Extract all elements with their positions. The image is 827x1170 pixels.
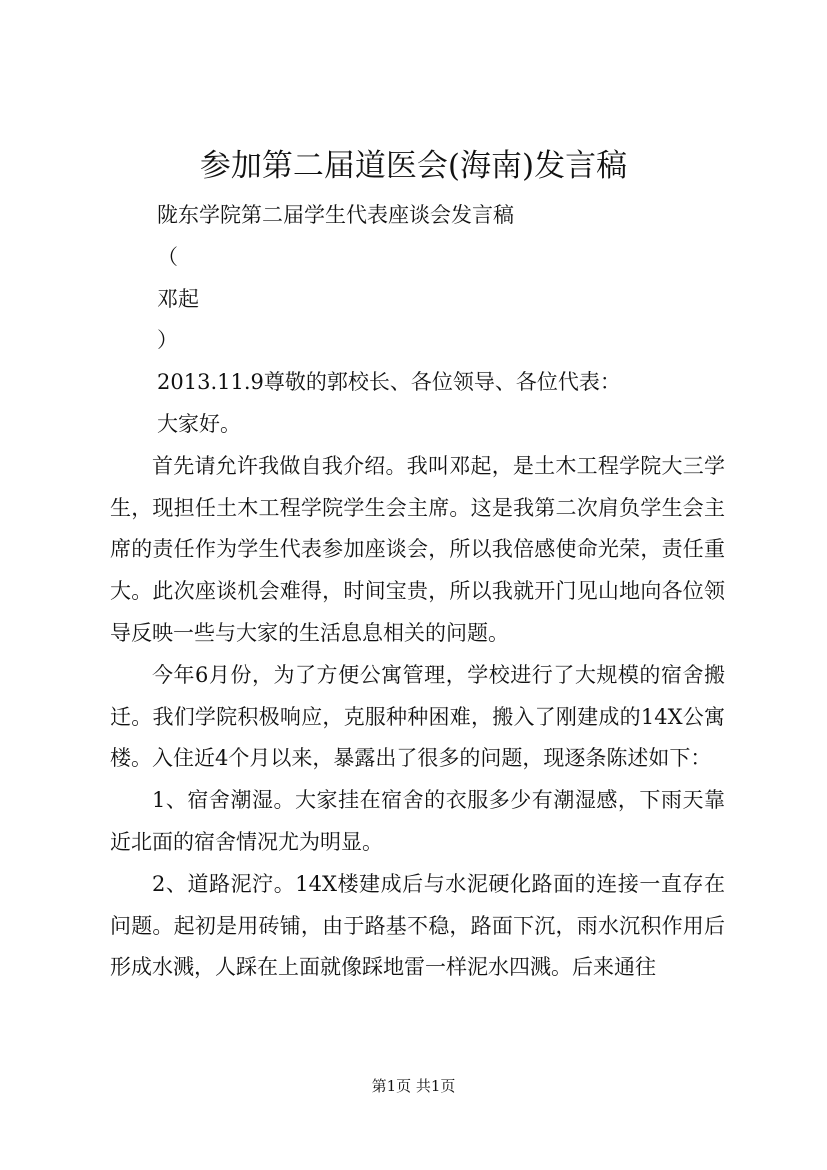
author-name: 邓起 (157, 286, 199, 311)
paren-open-line: （ (157, 244, 178, 269)
greeting-line: 大家好。 (157, 411, 241, 436)
paren-close-line: ） (157, 328, 178, 353)
document-title: 参加第二届道医会(海南)发言稿 (199, 148, 628, 184)
document-body (110, 195, 725, 989)
paragraph-issue-2: 2、道路泥泞。14X楼建成后与水泥硬化路面的连接一直存在问题。起初是用砖铺，由于路基不稳，路面下沉，雨水沉积作用后形成水溅，人踩在上面就像踩地雷一样泥水四溅。后来通往 (110, 871, 725, 980)
date-salutation: 2013.11.9尊敬的郭校长、各位领导、各位代表： (157, 370, 621, 395)
paragraph-introduction: 首先请允许我做自我介绍。我叫邓起，是土木工程学院大三学生，现担任土木工程学院学生会主席。这是我第二次肩负学生会主席的责任作为学生代表参加座谈会，所以我倍感使命光荣，责任重大。此次座谈机会难得，时间宝贵，所以我就开门见山地向各位领导反映一些与大家的生活息息相关的问题。 (110, 453, 725, 645)
paragraph-issue-1: 1、宿舍潮湿。大家挂在宿舍的衣服多少有潮湿感，下雨天靠近北面的宿舍情况尤为明显。 (110, 788, 725, 854)
paragraph-relocation: 今年6月份，为了方便公寓管理，学校进行了大规模的宿舍搬迁。我们学院积极响应，克服种种困难，搬入了刚建成的14X公寓楼。入住近4个月以来，暴露出了很多的问题，现逐条陈述如下： (110, 662, 725, 771)
subtitle-line: 陇东学院第二届学生代表座谈会发言稿 (157, 203, 514, 227)
page-footer: 第1页 共1页 (371, 1077, 456, 1095)
